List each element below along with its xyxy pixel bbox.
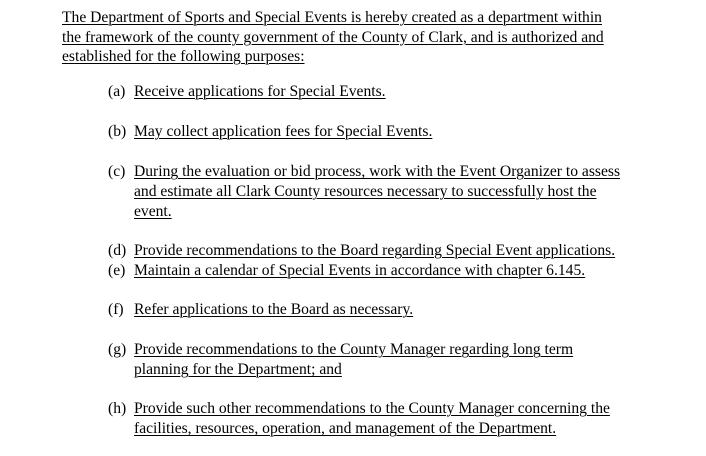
list-item-c: [108, 162, 668, 222]
item-letter: (c): [108, 163, 126, 180]
list-item-d: [108, 241, 668, 261]
list-item-h: [108, 399, 668, 439]
intro-line: established for the following purposes:: [62, 48, 305, 65]
intro-line: The Department of Sports and Special Events is hereby created as a department within: [62, 9, 602, 26]
item-line: Provide recommendations to the County Manager regarding long term: [134, 341, 574, 358]
item-line: facilities, resources, operation, and management of the Department.: [134, 420, 557, 437]
item-line: event.: [134, 203, 172, 220]
list-item-b: [108, 122, 668, 142]
item-text: [134, 241, 668, 261]
item-text: [134, 162, 668, 222]
item-line: Maintain a calendar of Special Events in accordance with chapter 6.145.: [134, 262, 586, 279]
item-letter: (d): [108, 242, 127, 259]
item-line: Provide such other recommendations to the County Manager concerning the: [134, 400, 610, 417]
item-text: [134, 340, 668, 380]
list-item-e: [108, 261, 668, 281]
item-letter: (f): [108, 301, 124, 318]
item-line: planning for the Department; and: [134, 361, 342, 378]
item-letter: (e): [108, 262, 126, 279]
list-item-a: [108, 82, 668, 102]
item-text: [134, 82, 668, 102]
intro-line: the framework of the county government of the County of Clark, and is authorized and: [62, 28, 604, 46]
item-line: and estimate all Clark County resources necessary to successfully host the: [134, 183, 597, 200]
item-text: [134, 122, 668, 142]
item-line: Refer applications to the Board as necessary.: [134, 301, 414, 318]
item-line: During the evaluation or bid process, work with the Event Organizer to assess: [134, 163, 621, 180]
item-text: [134, 261, 668, 281]
intro-paragraph: [62, 8, 642, 67]
item-line: May collect application fees for Special Events.: [134, 123, 433, 140]
item-text: [134, 399, 668, 439]
item-letter: (g): [108, 341, 127, 358]
list-item-f: [108, 300, 668, 320]
item-letter: (a): [108, 83, 126, 100]
item-line: Provide recommendations to the Board regarding Special Event applications.: [134, 242, 616, 259]
item-letter: (h): [108, 400, 127, 417]
item-text: [134, 300, 668, 320]
item-line: Receive applications for Special Events.: [134, 83, 386, 100]
item-letter: (b): [108, 123, 127, 140]
list-item-g: [108, 340, 668, 380]
